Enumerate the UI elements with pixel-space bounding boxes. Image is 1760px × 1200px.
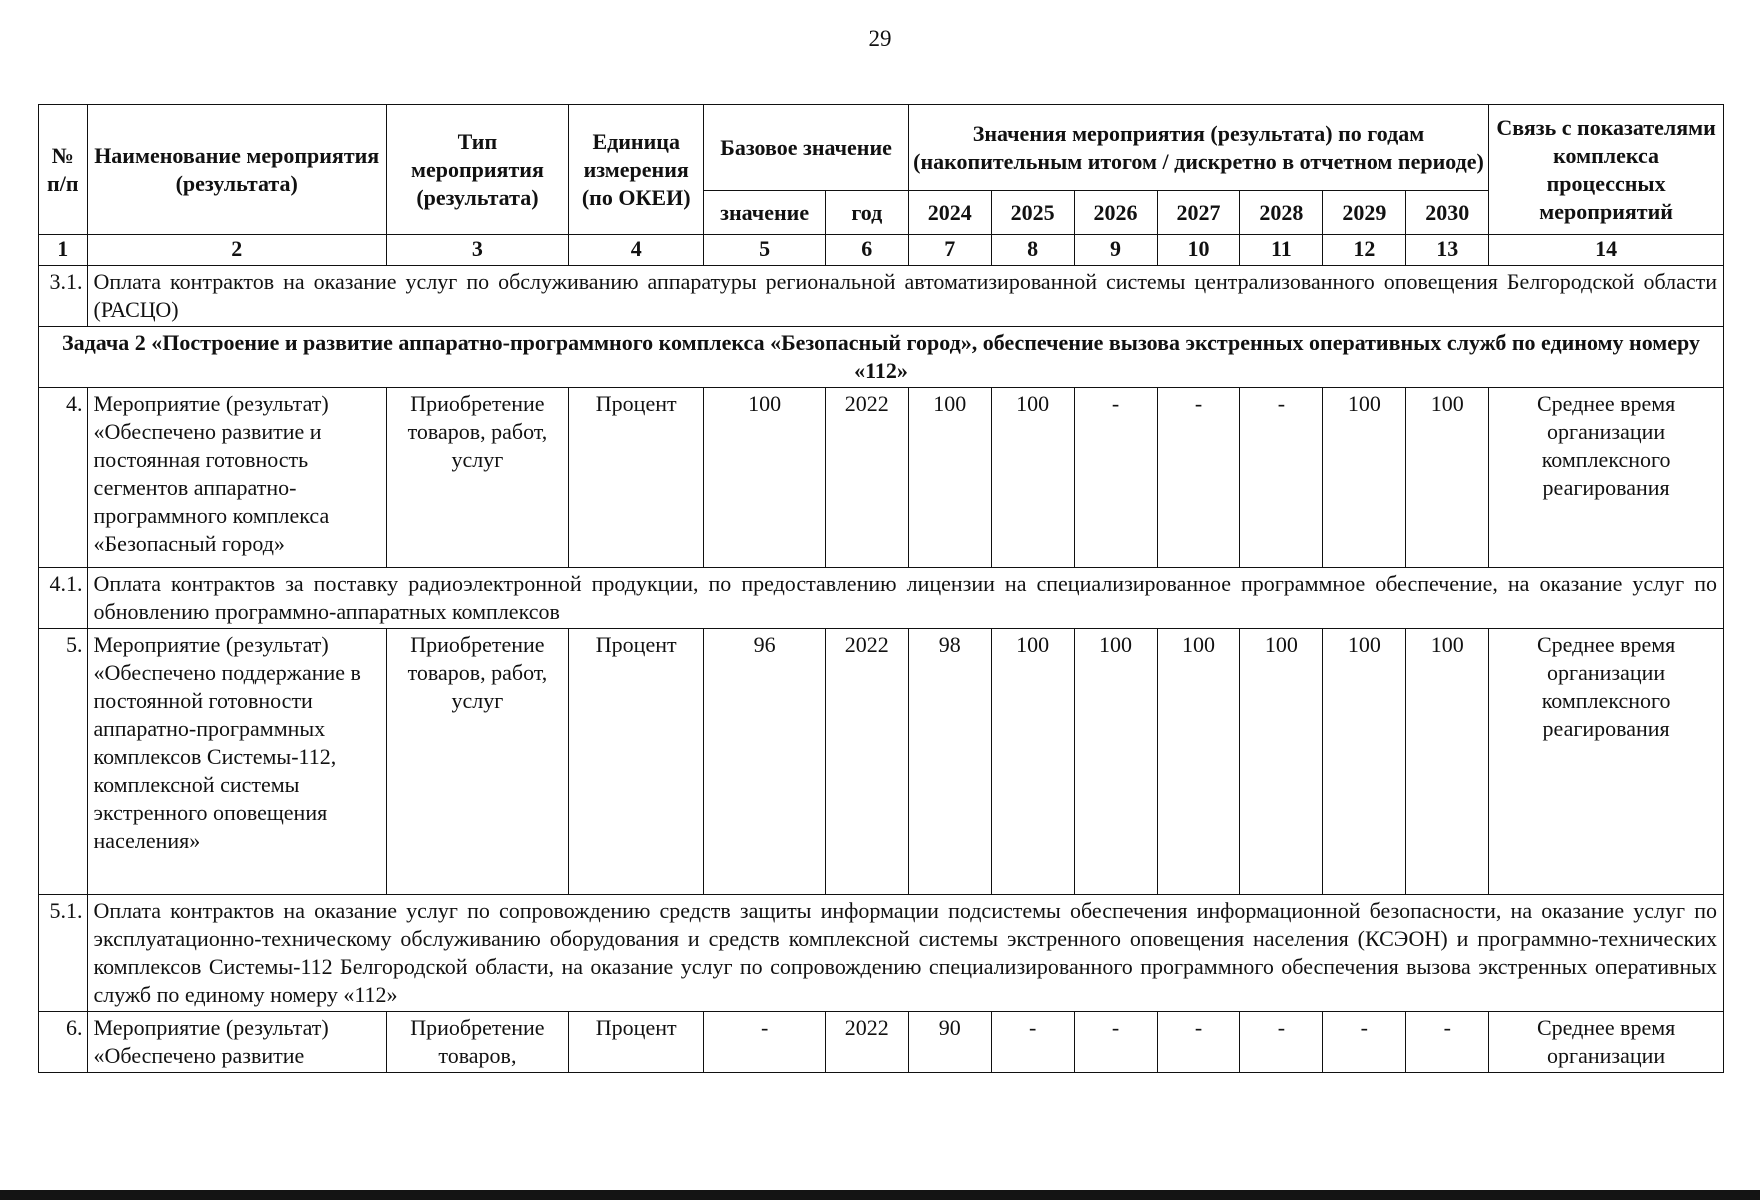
year-value: 100 <box>908 388 991 568</box>
row-number: 4.1. <box>39 568 88 629</box>
year-value: 100 <box>1074 629 1157 895</box>
header-num: № п/п <box>39 105 88 235</box>
column-number: 11 <box>1240 235 1323 266</box>
year-value: 100 <box>1157 629 1240 895</box>
column-number: 1 <box>39 235 88 266</box>
measure-name: Мероприятие (результат) «Обеспечено поддержание в постоянной готовности аппаратно-программных комплексов Системы-112, комплексной системы экстренного оповещения населения» <box>87 629 386 895</box>
column-number: 8 <box>991 235 1074 266</box>
column-number: 10 <box>1157 235 1240 266</box>
header-year: 2024 <box>908 191 991 235</box>
column-number: 7 <box>908 235 991 266</box>
column-number: 13 <box>1406 235 1489 266</box>
measure-type: Приобретение товаров, <box>386 1012 568 1073</box>
measure-type: Приобретение товаров, работ, услуг <box>386 388 568 568</box>
year-value: - <box>1074 388 1157 568</box>
measure-unit: Процент <box>568 388 704 568</box>
note-text: Оплата контрактов за поставку радиоэлектронной продукции, по предоставлению лицензии на специализированное программное обеспечение, на оказание услуг по обновлению программно-аппаратных комплексов <box>87 568 1723 629</box>
task-text: Задача 2 «Построение и развитие аппаратно-программного комплекса «Безопасный город», обеспечение вызова экстренных оперативных служб по единому номеру «112» <box>39 327 1724 388</box>
table-row <box>39 568 1724 629</box>
base-year: 2022 <box>825 1012 908 1073</box>
measure-unit: Процент <box>568 1012 704 1073</box>
measure-name: Мероприятие (результат) «Обеспечено развитие и постоянная готовность сегментов аппаратно-программного комплекса «Безопасный город» <box>87 388 386 568</box>
header-year: 2030 <box>1406 191 1489 235</box>
table-row <box>39 629 1724 895</box>
year-value: - <box>1157 388 1240 568</box>
base-value: 96 <box>704 629 825 895</box>
table-row <box>39 895 1724 1012</box>
year-value: 100 <box>991 629 1074 895</box>
header-unit: Единица измерения (по ОКЕИ) <box>568 105 704 235</box>
row-number: 4. <box>39 388 88 568</box>
header-year: 2027 <box>1157 191 1240 235</box>
header-year: 2026 <box>1074 191 1157 235</box>
row-number: 6. <box>39 1012 88 1073</box>
header-year: 2028 <box>1240 191 1323 235</box>
note-text: Оплата контрактов на оказание услуг по обслуживанию аппаратуры региональной автоматизированной системы централизованного оповещения Белгородской области (РАСЦО) <box>87 266 1723 327</box>
year-value: - <box>991 1012 1074 1073</box>
header-base: Базовое значение <box>704 105 908 191</box>
column-number: 3 <box>386 235 568 266</box>
year-value: - <box>1157 1012 1240 1073</box>
base-value: - <box>704 1012 825 1073</box>
column-number-row <box>39 235 1724 266</box>
column-number: 6 <box>825 235 908 266</box>
year-value: - <box>1406 1012 1489 1073</box>
measures-table <box>38 104 1724 1073</box>
table-row <box>39 1012 1724 1073</box>
measure-type: Приобретение товаров, работ, услуг <box>386 629 568 895</box>
column-number: 4 <box>568 235 704 266</box>
year-value: - <box>1240 388 1323 568</box>
indicator-link: Среднее время организации <box>1489 1012 1724 1073</box>
header-base-year: год <box>825 191 908 235</box>
row-number: 3.1. <box>39 266 88 327</box>
base-value: 100 <box>704 388 825 568</box>
year-value: 100 <box>1323 629 1406 895</box>
year-value: - <box>1323 1012 1406 1073</box>
indicator-link: Среднее время организации комплексного реагирования <box>1489 388 1724 568</box>
year-value: 100 <box>1406 388 1489 568</box>
year-value: 98 <box>908 629 991 895</box>
header-type: Тип мероприятия (результата) <box>386 105 568 235</box>
table-row <box>39 266 1724 327</box>
header-values: Значения мероприятия (результата) по годам (накопительным итогом / дискретно в отчетном периоде) <box>908 105 1488 191</box>
header-base-value: значение <box>704 191 825 235</box>
scan-edge-divider <box>0 1190 1760 1200</box>
header-year: 2025 <box>991 191 1074 235</box>
column-number: 14 <box>1489 235 1724 266</box>
year-value: 90 <box>908 1012 991 1073</box>
table-row <box>39 388 1724 568</box>
year-value: - <box>1240 1012 1323 1073</box>
header-name: Наименование мероприятия (результата) <box>87 105 386 235</box>
task-row <box>39 327 1724 388</box>
note-text: Оплата контрактов на оказание услуг по сопровождению средств защиты информации подсистемы обеспечения информационной безопасности, на оказание услуг по эксплуатационно-техническому обслуживанию оборудования и средств комплексной системы экстренного оповещения населения (КСЭОН) и программно-технических комплексов Системы-112 Белгородской области, на оказание услуг по сопровождению специализированного программного обеспечения вызова экстренных оперативных служб по единому номеру «112» <box>87 895 1723 1012</box>
year-value: 100 <box>1240 629 1323 895</box>
base-year: 2022 <box>825 388 908 568</box>
column-number: 9 <box>1074 235 1157 266</box>
year-value: - <box>1074 1012 1157 1073</box>
header-year: 2029 <box>1323 191 1406 235</box>
column-number: 5 <box>704 235 825 266</box>
measure-unit: Процент <box>568 629 704 895</box>
measure-name: Мероприятие (результат) «Обеспечено развитие <box>87 1012 386 1073</box>
year-value: 100 <box>1406 629 1489 895</box>
header-link: Связь с показателями комплекса процессных мероприятий <box>1489 105 1724 235</box>
page-number: 29 <box>868 26 892 51</box>
year-value: 100 <box>991 388 1074 568</box>
indicator-link: Среднее время организации комплексного реагирования <box>1489 629 1724 895</box>
row-number: 5.1. <box>39 895 88 1012</box>
year-value: 100 <box>1323 388 1406 568</box>
base-year: 2022 <box>825 629 908 895</box>
column-number: 12 <box>1323 235 1406 266</box>
column-number: 2 <box>87 235 386 266</box>
row-number: 5. <box>39 629 88 895</box>
